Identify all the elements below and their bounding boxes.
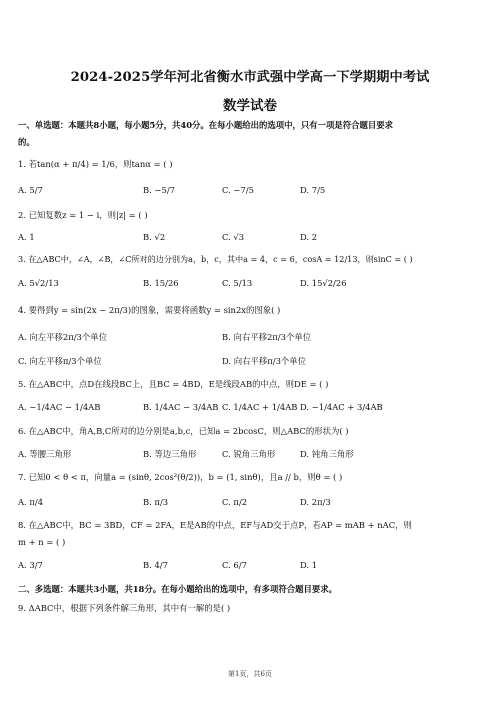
q4-option-c: C. 向左平移π/3个单位 bbox=[18, 356, 102, 366]
q5-option-d: D. −1/4AC + 3/4AB bbox=[300, 402, 383, 412]
q4-option-d: D. 向右平移π/3个单位 bbox=[222, 356, 307, 366]
q4-stem: 4. 要得到y = sin(2x − 2π/3)的图象，需要将函数y = sin2x的图象( ) bbox=[18, 305, 281, 315]
q8-option-b: B. 4/7 bbox=[143, 560, 168, 570]
q7-option-b: B. π/3 bbox=[143, 497, 169, 507]
q1-option-a: A. 5/7 bbox=[18, 185, 43, 195]
q7-option-d: D. 2π/3 bbox=[300, 497, 331, 507]
q3-stem: 3. 在△ABC中，∠A，∠B，∠C所对的边分别为a，b，c，其中a = 4，c = 6，cosA = 12/13，则sinC = ( ) bbox=[18, 254, 413, 264]
q8-stem: 8. 在△ABC中，BC = 3BD，CF = 2FA，E是AB的中点，EF与AD交于点P，若AP = mAB + nAC，则 bbox=[18, 520, 412, 530]
q2-stem: 2. 已知复数z = 1 − i，则|z| = ( ) bbox=[18, 210, 148, 220]
q3-option-d: D. 15√2/26 bbox=[300, 278, 347, 288]
q8-option-c: C. 6/7 bbox=[222, 560, 247, 570]
q5-option-c: C. 1/4AC + 1/4AB bbox=[222, 402, 298, 412]
q1-stem: 1. 若tan(α + π/4) = 1/6，则tanα = ( ) bbox=[18, 159, 173, 169]
q2-option-c: C. √3 bbox=[222, 232, 245, 242]
q6-option-d: D. 钝角三角形 bbox=[300, 449, 354, 459]
q1-option-c: C. −7/5 bbox=[222, 185, 254, 195]
section1-heading-cont: 的。 bbox=[18, 137, 35, 147]
q2-option-b: B. √2 bbox=[143, 232, 166, 242]
q5-stem: 5. 在△ABC中，点D在线段BC上，且BC = 4BD，E是线段AB的中点，则DE = ( ) bbox=[18, 379, 329, 389]
q7-option-c: C. π/2 bbox=[222, 497, 248, 507]
q4-option-b: B. 向右平移2π/3个单位 bbox=[222, 332, 312, 342]
exam-title: 2024-2025学年河北省衡水市武强中学高一下学期期中考试 bbox=[70, 70, 430, 85]
q8-stem-cont: m + n = ( ) bbox=[18, 537, 66, 547]
q3-option-a: A. 5√2/13 bbox=[18, 278, 59, 288]
q6-option-a: A. 等腰三角形 bbox=[18, 449, 72, 459]
q2-option-d: D. 2 bbox=[300, 232, 318, 242]
q7-stem: 7. 已知0 < θ < π，向量a = (sinθ, 2cos²(θ/2))，b = (1, sinθ)，且a // b，则θ = ( ) bbox=[18, 472, 343, 482]
q3-option-b: B. 15/26 bbox=[143, 278, 179, 288]
q1-option-d: D. 7/5 bbox=[300, 185, 326, 195]
q8-option-d: D. 1 bbox=[300, 560, 318, 570]
q7-option-a: A. π/4 bbox=[18, 497, 44, 507]
q2-option-a: A. 1 bbox=[18, 232, 35, 242]
q8-option-a: A. 3/7 bbox=[18, 560, 43, 570]
section2-heading: 二、多选题：本题共3小题，共18分。在每小题给出的选项中，有多项符合题目要求。 bbox=[18, 584, 337, 594]
page-footer: 第1页，共6页 bbox=[228, 670, 272, 678]
q6-option-b: B. 等边三角形 bbox=[143, 449, 197, 459]
q6-option-c: C. 锐角三角形 bbox=[222, 449, 276, 459]
q5-option-b: B. 1/4AC − 3/4AB bbox=[143, 402, 219, 412]
q3-option-c: C. 5/13 bbox=[222, 278, 253, 288]
q5-option-a: A. −1/4AC − 1/4AB bbox=[18, 402, 101, 412]
q1-option-b: B. −5/7 bbox=[143, 185, 175, 195]
q6-stem: 6. 在△ABC中，角A,B,C所对的边分别是a,b,c，已知a = 2bcosC，则△ABC的形状为( ) bbox=[18, 426, 349, 436]
exam-subtitle: 数学试卷 bbox=[223, 98, 277, 114]
q4-option-a: A. 向左平移2π/3个单位 bbox=[18, 332, 107, 342]
section1-heading: 一、单选题：本题共8小题，每小题5分，共40分。在每小题给出的选项中，只有一项是符合题目要求 bbox=[18, 120, 394, 130]
q9-stem: 9. ΔABC中，根据下列条件解三角形，其中有一解的是( ) bbox=[18, 603, 231, 613]
